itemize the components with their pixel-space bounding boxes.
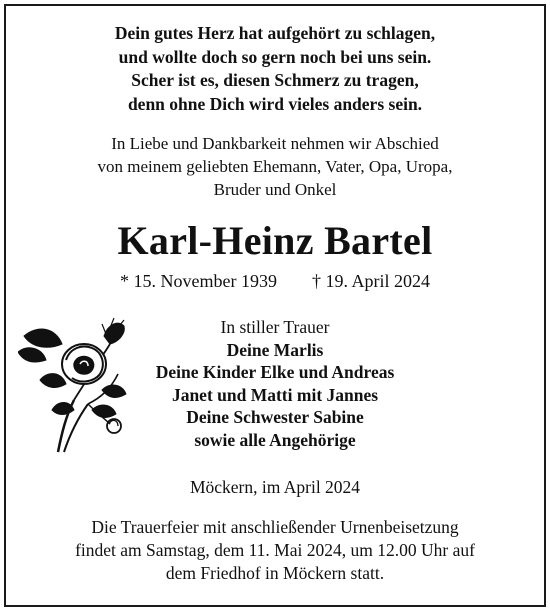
deceased-name: Karl-Heinz Bartel <box>117 218 433 263</box>
poem-line: Scher ist es, diesen Schmerz zu tragen, <box>131 70 419 90</box>
service-line: dem Friedhof in Möckern statt. <box>165 563 385 583</box>
intro-line: Bruder und Onkel <box>213 180 337 199</box>
mourner-line: Janet und Matti mit Jannes <box>171 384 379 405</box>
intro-line: von meinem geliebten Ehemann, Vater, Opa, Uropa, <box>97 157 453 176</box>
service-line: Die Trauerfeier mit anschließender Urnenbeisetzung <box>91 517 459 537</box>
mourner-line: sowie alle Angehörige <box>194 429 356 450</box>
poem-line: und wollte doch so gern noch bei uns sein. <box>118 46 432 67</box>
poem-line: denn ohne Dich wird vieles anders sein. <box>127 93 423 114</box>
place-and-date: Möckern, im April 2024 <box>189 477 361 497</box>
mourners-heading: In stiller Trauer <box>220 317 330 337</box>
life-dates <box>6 270 544 292</box>
death-date: † 19. April 2024 <box>311 271 430 291</box>
mourner-line: Deine Kinder Elke und Andreas <box>155 362 395 382</box>
obituary-notice <box>4 4 546 607</box>
mourner-line: Deine Schwester Sabine <box>186 407 364 427</box>
birth-date: * 15. November 1939 <box>120 271 277 291</box>
poem-line: Dein gutes Herz hat aufgehört zu schlagen, <box>114 23 436 43</box>
mourner-line: Deine Marlis <box>226 339 324 360</box>
service-line: findet am Samstag, dem 11. Mai 2024, um 12.00 Uhr auf <box>75 540 475 560</box>
intro-line: In Liebe und Dankbarkeit nehmen wir Abschied <box>111 134 439 153</box>
